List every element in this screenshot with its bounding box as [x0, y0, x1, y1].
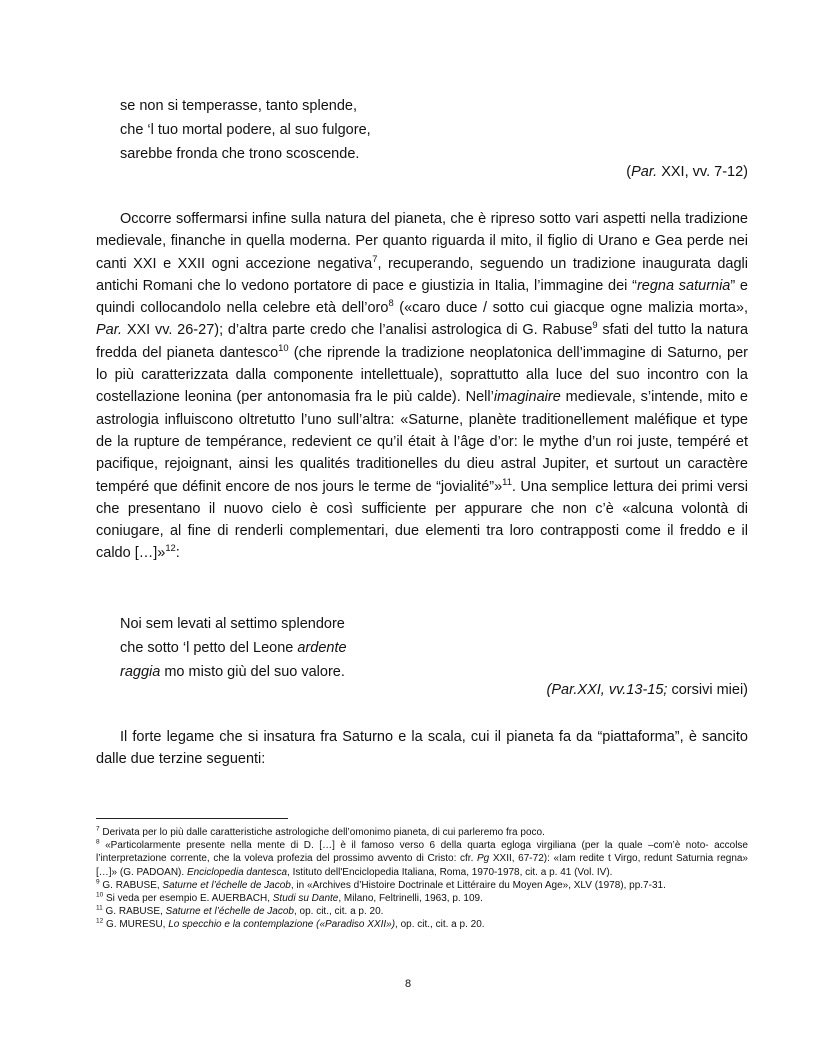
footnote-italic: Studi su Dante: [272, 893, 339, 905]
verse-citation-middle: [547, 682, 748, 698]
footnote-text: , in «Archives d’Histoire Doctrinale et Littéraire du Moyen Age», XLV (1978), pp.7-31.: [290, 879, 666, 891]
footnote-ref[interactable]: 7: [372, 252, 378, 264]
footnote-10: [96, 892, 748, 905]
verse-block-top: [120, 94, 371, 166]
verse-line: Noi sem levati al settimo splendore: [120, 616, 345, 632]
verse-text: che sotto ‘l petto del Leone: [120, 640, 298, 656]
footnote-italic: Enciclopedia dantesca: [186, 866, 288, 878]
footnotes: [96, 826, 748, 932]
footnote-11: [96, 905, 748, 918]
footnote-12: [96, 918, 748, 931]
footnote-text: G. MURESU,: [103, 919, 169, 931]
footnote-number: 10: [96, 891, 104, 899]
verse-italic: raggia: [120, 664, 161, 680]
footnote-number: 9: [96, 878, 100, 886]
footnote-ref[interactable]: 9: [592, 319, 598, 331]
verse-line: che ‘l tuo mortal podere, al suo fulgore,: [120, 122, 371, 138]
italic-term: imaginaire: [493, 389, 561, 406]
footnote-text: , op. cit., cit. a p. 20.: [395, 919, 485, 931]
italic-term: Par.: [96, 322, 123, 339]
body-paragraph-1: [96, 208, 748, 565]
paragraph-text: («caro duce / sotto cui giacque ogne malizia morta»,: [393, 300, 748, 317]
footnote-italic: Pg: [477, 853, 490, 865]
citation-italic: (Par.XXI, vv.13-15;: [546, 682, 668, 698]
footnote-ref[interactable]: 8: [388, 297, 394, 309]
paragraph-text: ” e quindi collocandolo nella celebre età dell’oro: [96, 277, 748, 317]
paragraph-text: XXI vv. 26-27); d’altra parte credo che l’analisi astrologica di G. Rabuse: [122, 322, 593, 339]
footnote-text: Derivata per lo più dalle caratteristiche astrologiche dell’omonimo pianeta, di cui parleremo fra poco.: [99, 827, 545, 838]
footnote-7: [96, 826, 748, 839]
paragraph-text: sfati del tutto la natura fredda del pianeta dantesco: [96, 322, 749, 361]
footnote-ref[interactable]: 11: [502, 475, 512, 487]
footnote-9: [96, 879, 748, 892]
italic-term: regna saturnia: [636, 277, 731, 294]
footnote-text: G. RABUSE,: [102, 906, 166, 918]
verse-line: se non si temperasse, tanto splende,: [120, 98, 357, 114]
verse-block-middle: [120, 612, 347, 684]
footnote-text: , Milano, Feltrinelli, 1963, p. 109.: [338, 893, 483, 905]
paragraph-text: . Una semplice lettura dei primi versi che presentano il nuovo cielo è così sufficiente per appurare che non c’è «alcuna volontà di coniugare, al fine di renderli complementari, due elementi tra loro contrapposti come il freddo e il caldo […]»: [96, 478, 748, 562]
footnote-text: G. RABUSE,: [99, 879, 163, 891]
footnote-number: 11: [96, 904, 103, 912]
footnote-italic: Saturne et l’échelle de Jacob: [162, 879, 291, 891]
citation-work: Par.: [631, 164, 658, 180]
citation-ref: XXI, vv. 7-12: [657, 164, 744, 180]
footnote-text: «Particolarmente presente nella mente di D. […] è il famoso verso 6 della quarta egloga virgiliana (per la quale –com’è noto- accolse l’interpretazione corrente, che la voleva profezia del prossimo avvento di Cristo: cfr.: [96, 840, 748, 865]
footnote-text: , op. cit., cit. a p. 20.: [293, 906, 384, 918]
paragraph-text: medievale, s’intende, mito e astrologia influiscono oltretutto l’uno sull’altra: «Saturne, planète traditionellement maléfique et type de la rupture de tempérance, redevient ce qu’il était à l’âge d’or: le mythe d’un roi juste, tempéré et pacifique, rejoignant, ainsi les qualités traditionelles du dieu astral Jupiter, et surtout un caractère tempéré que définit encore de nos jours le terme de “jovialité”»: [96, 389, 748, 495]
verse-italic: ardente: [297, 640, 347, 656]
footnote-number: 12: [96, 918, 104, 926]
verse-line: [120, 660, 347, 684]
page-number: 8: [404, 978, 412, 990]
paragraph-text: :: [175, 545, 180, 562]
body-paragraph-2: Il forte legame che si insatura fra Saturno e la scala, cui il pianeta fa da “piattaforma”, è sancito dalle due terzine seguenti:: [96, 729, 748, 768]
footnote-italic: Saturne et l’échelle de Jacob: [165, 906, 294, 918]
paragraph-text: Occorre soffermarsi infine sulla natura del pianeta, che è ripreso sotto vari aspetti nella tradizione medievale, finanche in quella moderna. Per quanto riguarda il mito, il figlio di Urano e Gea perde nei canti XXI e XXII ogni accezione negativa: [96, 211, 748, 272]
footnote-ref[interactable]: 12: [165, 542, 176, 554]
footnote-ref[interactable]: 10: [278, 341, 289, 353]
footnote-number: 7: [96, 825, 100, 833]
citation-rest: corsivi miei): [667, 682, 748, 698]
footnote-number: 8: [96, 838, 100, 846]
footnote-separator: [96, 818, 288, 819]
verse-line: [120, 636, 347, 660]
footnote-8: [96, 839, 748, 879]
footnote-text: Si veda per esempio E. AUERBACH,: [103, 893, 273, 905]
footnote-text: XXII, 67-72): «Iam redite t Virgo, redunt Saturnia regna» […]» (G. PADOAN).: [96, 853, 748, 878]
verse-citation-top: (Par. XXI, vv. 7-12): [626, 164, 748, 180]
footnote-text: , Istituto dell'Enciclopedia Italiana, Roma, 1970-1978, cit. a p. 41 (Vol. IV).: [287, 866, 613, 878]
paragraph-text: (che riprende la tradizione neoplatonica dell’immagine di Saturno, per lo più caratterizzata dalla componente intellettuale), soprattutto alla luce del suo incontro con la costellazione leonina (per antonomasia fra le più calde). Nell’: [96, 344, 748, 406]
paragraph-text: , recuperando, seguendo un tradizione inaugurata dagli antichi Romani che lo vedono portatore di pace e giustizia in Italia, l’immagine dei “: [96, 255, 748, 294]
footnote-italic: Lo specchio e la contemplazione («Paradiso XXII»): [168, 919, 396, 931]
verse-line: sarebbe fronda che trono scoscende.: [120, 146, 360, 162]
verse-text: mo misto giù del suo valore.: [160, 664, 345, 680]
